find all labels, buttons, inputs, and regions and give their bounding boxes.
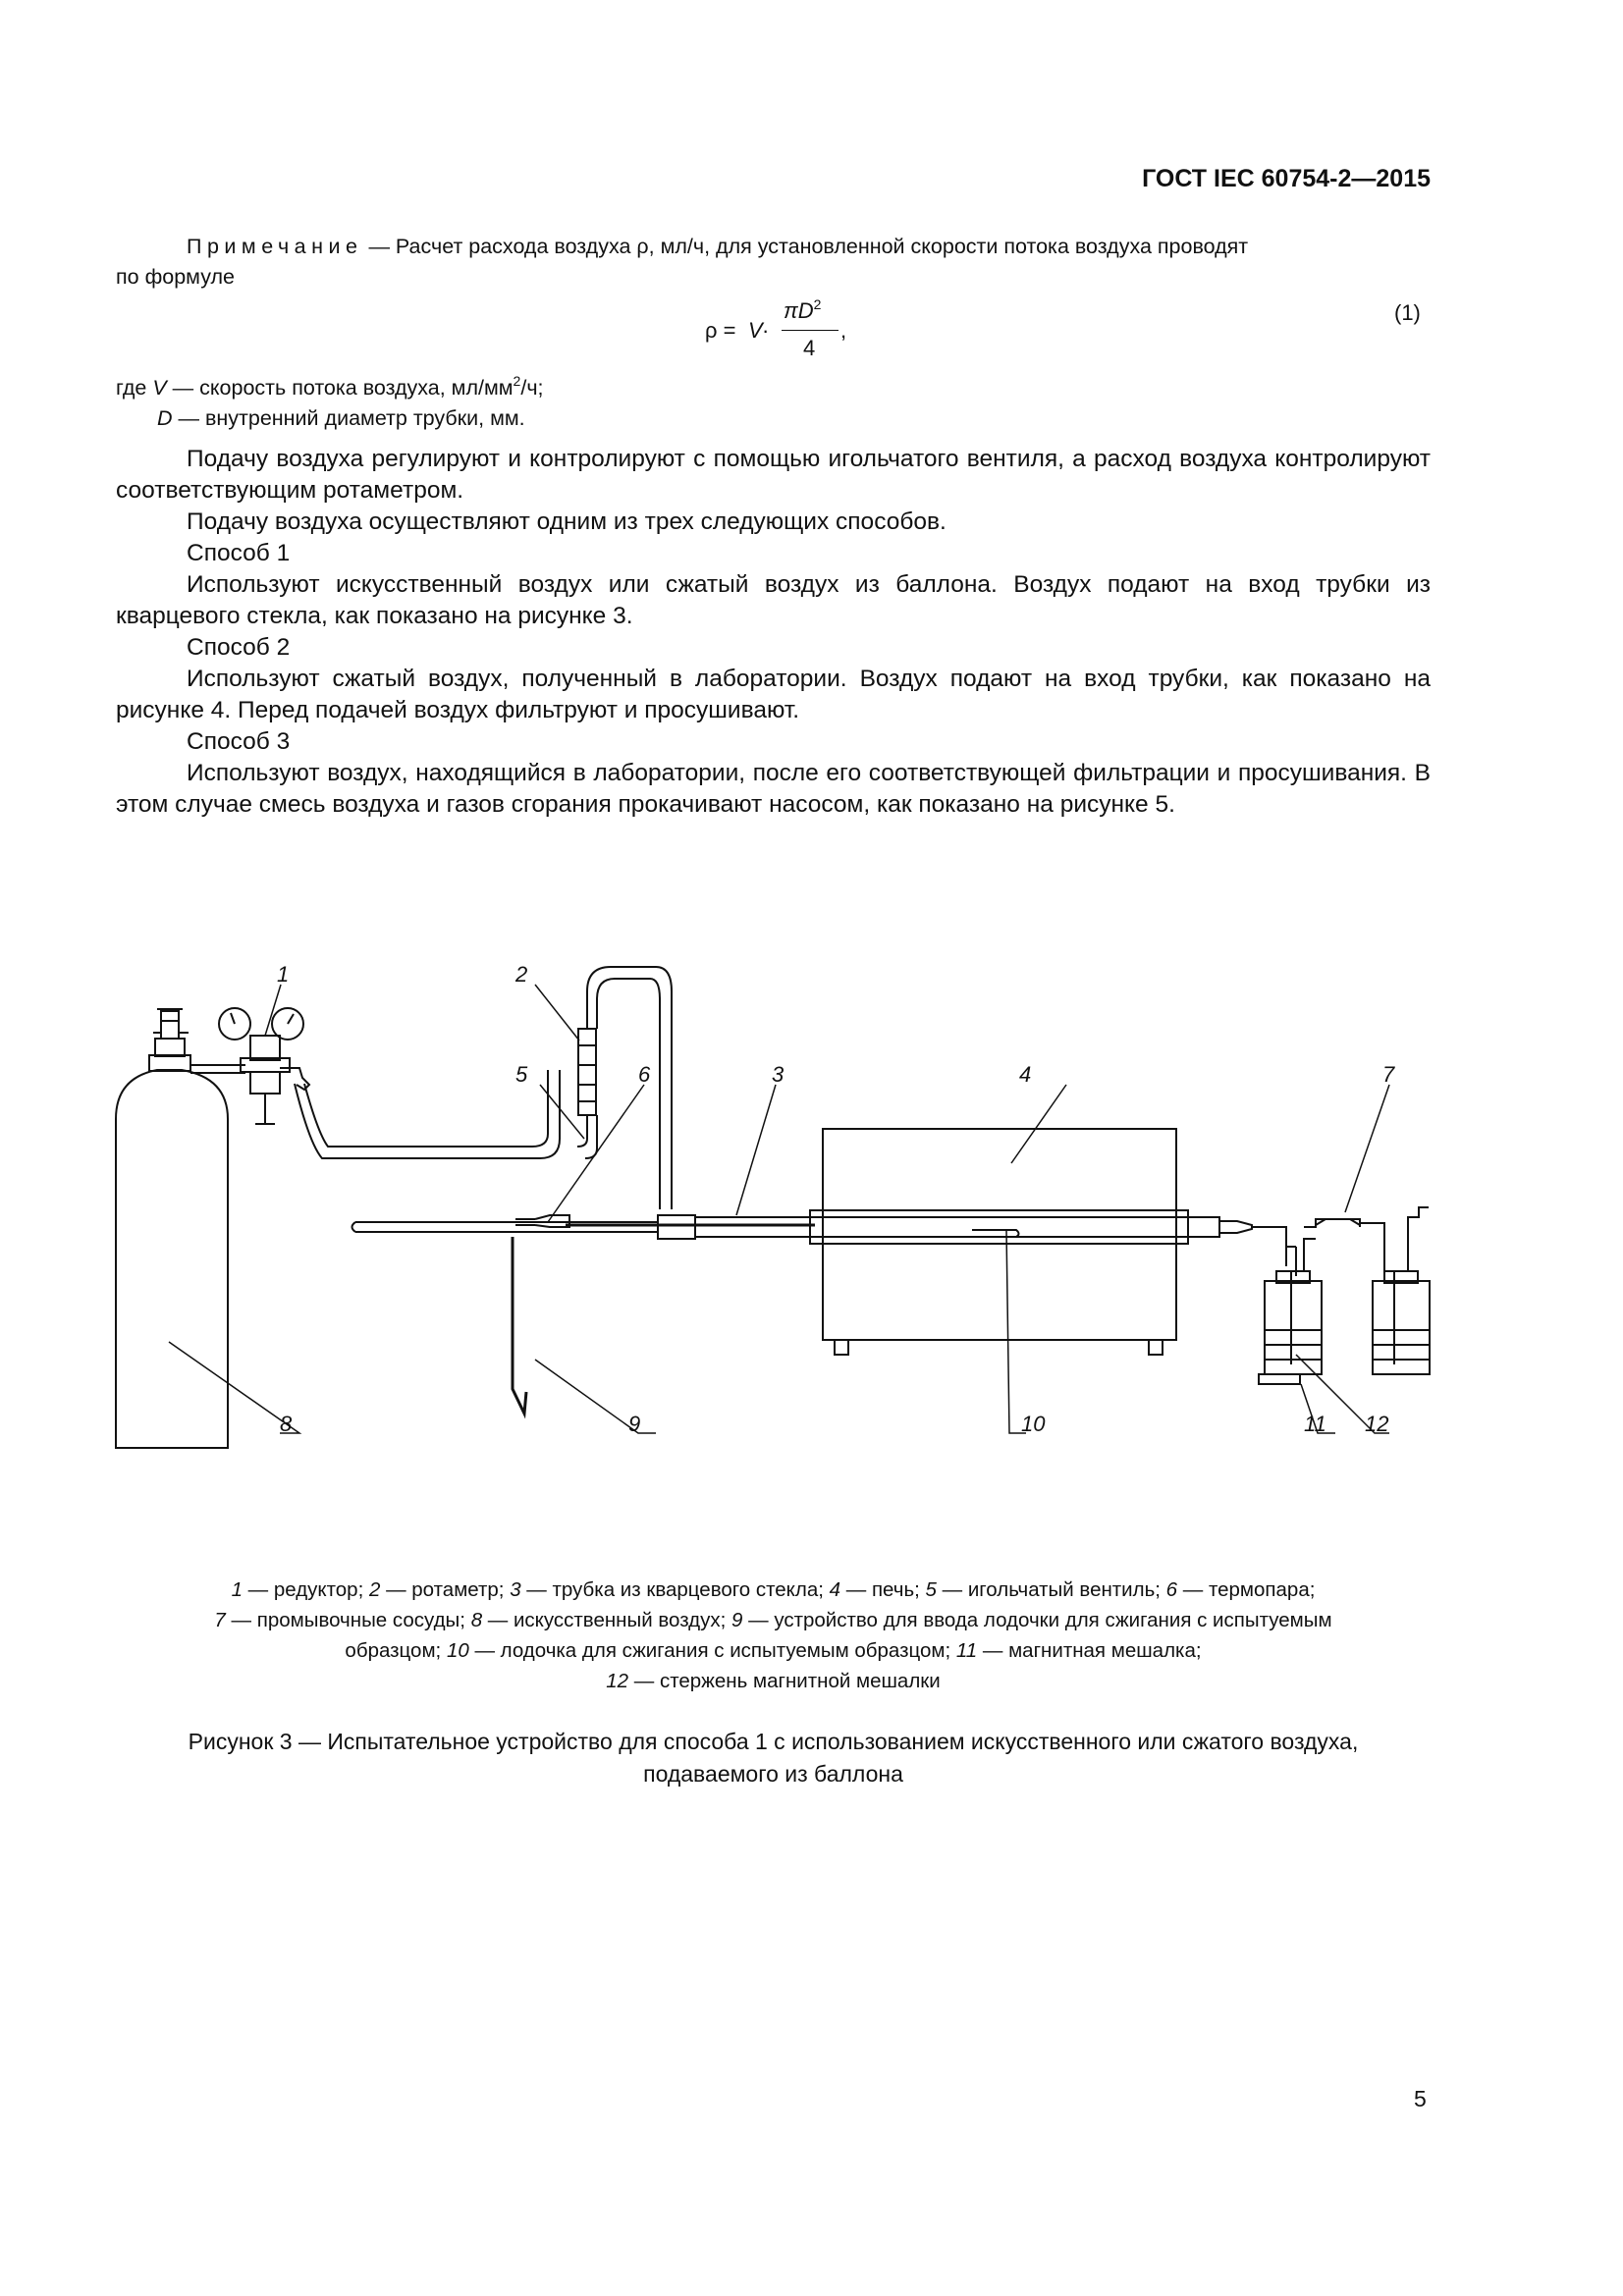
fraction-bar [782,330,839,331]
quartz-tube [352,1215,1297,1247]
formula-numerator: $\pi D^2$ [784,296,822,323]
note-text-2: по формуле [116,265,235,289]
label-10: 10 [1021,1412,1046,1436]
label-2: 2 [515,962,528,987]
gas-cylinder [116,1009,228,1448]
label-4: 4 [1019,1062,1032,1087]
label-5: 5 [515,1062,528,1087]
figure-legend: 1 — редуктор; 2 — ротаметр; 3 — трубка из кварцевого стекла; 4 — печь; 5 — игольчатый вентиль; 6 — термопара; 7 — промывочные сосуды; 8 — искусственный воздух; 9 — устройство для ввода лодочки для сжигания с испытуемым образцом; 10 — лодочка для сжигания с испытуемым образцом; 11 — магнитная мешалка; 12 — стержень магнитной мешалки [214,1578,1332,1692]
paragraph: Используют сжатый воздух, полученный в лаборатории. Воздух подают на вход трубки, как показано на рисунке 4. Перед подачей воздух фильтруют и просушивают. [116,666,1431,723]
formula-denominator: 4 [803,336,816,360]
thermocouple [513,1225,815,1414]
label-1: 1 [277,962,290,987]
caption-line-2: подаваемого из баллона [643,1761,903,1787]
formula [705,291,882,369]
paragraph: Используют воздух, находящийся в лаборатории, после его соответствующей фильтрации и просушивания. В этом случае смесь воздуха и газов сгорания прокачивают насосом, как показано на рисунке 5. [116,760,1431,818]
label-8: 8 [280,1412,293,1436]
note-text-1: — Расчет расхода воздуха ρ, мл/ч, для установленной скорости потока воздуха проводят [368,235,1249,258]
method-heading: Способ 3 [187,728,291,755]
body-text [116,444,1431,821]
label-7: 7 [1382,1062,1395,1087]
paragraph: Подачу воздуха осуществляют одним из трех следующих способов. [187,508,947,535]
figure-labels [277,962,1395,1436]
furnace [810,1129,1188,1355]
figure-caption [116,1726,1431,1790]
pressure-reducer [190,1008,560,1158]
formula-comma: , [840,318,847,343]
formula-lhs: ρ = [705,318,736,343]
label-9: 9 [628,1412,641,1436]
formula-var-v: V [748,318,763,343]
document-header: ГОСТ IEC 60754-2—2015 [1142,165,1431,192]
rotameter [577,967,672,1209]
label-3: 3 [772,1062,784,1087]
formula-explanation: где V — скорость потока воздуха, $мл/мм^2/ч$; D — внутренний диаметр трубки, мм. [116,373,544,430]
note-label: Примечание [187,235,363,258]
leader-lines [169,985,1389,1433]
label-6: 6 [638,1062,651,1087]
label-11: 11 [1304,1412,1326,1436]
page-number: 5 [1414,2086,1427,2111]
wash-bottles [1259,1207,1430,1384]
formula-dot: · [762,318,770,343]
formula-number: (1) [1394,300,1421,325]
label-12: 12 [1365,1412,1389,1436]
paragraph: Используют искусственный воздух или сжатый воздух из баллона. Воздух подают на вход трубки из кварцевого стекла, как показано на рисунке 3. [116,571,1431,629]
figure-3-apparatus-diagram [108,952,1443,1463]
note-block [116,232,1431,293]
paragraph: Подачу воздуха регулируют и контролируют с помощью игольчатого вентиля, а расход воздуха контролируют соответствующим ротаметром. [116,446,1431,504]
method-heading: Способ 1 [187,540,291,566]
method-heading: Способ 2 [187,634,291,661]
caption-line-1: Рисунок 3 — Испытательное устройство для способа 1 с использованием искусственного или сжатого воздуха, [188,1729,1359,1754]
